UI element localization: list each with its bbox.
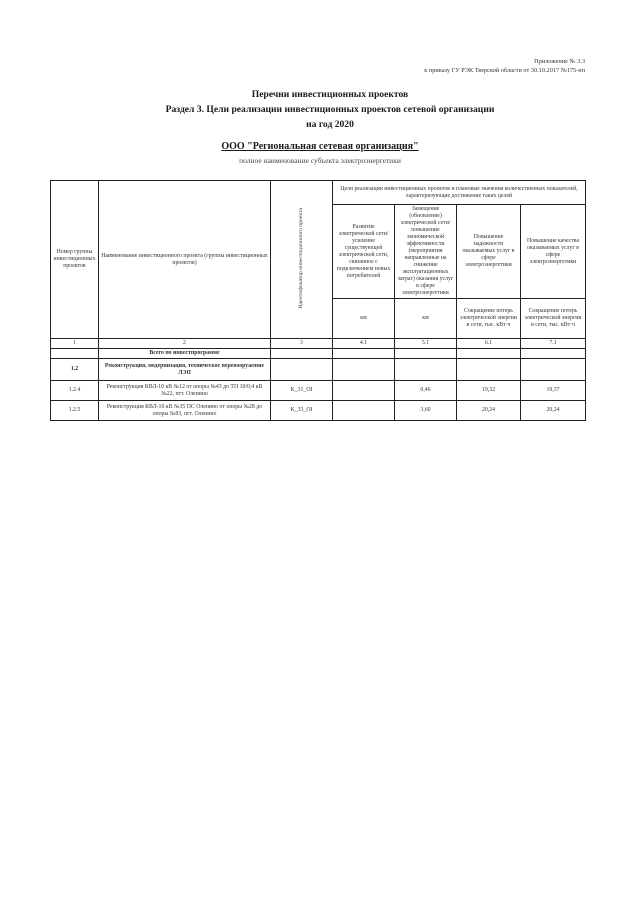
col-number: 1 bbox=[51, 339, 99, 349]
row-value-4: 20,24 bbox=[521, 401, 586, 421]
row-name: Всего по инвестпрограмме bbox=[99, 349, 271, 359]
investment-goals-table bbox=[50, 180, 586, 421]
row-id: K_31_OI bbox=[271, 381, 333, 401]
row-value-2 bbox=[395, 359, 457, 381]
col-number: 3 bbox=[271, 339, 333, 349]
document-title: Перечни инвестиционных проектов bbox=[251, 89, 409, 100]
table-row bbox=[51, 381, 586, 401]
row-value-1 bbox=[333, 349, 395, 359]
header-unit-2: км bbox=[395, 299, 457, 339]
row-value-4 bbox=[521, 349, 586, 359]
row-value-1 bbox=[333, 401, 395, 421]
table-row-group bbox=[51, 359, 586, 381]
row-value-2 bbox=[395, 349, 457, 359]
col-number: 7.1 bbox=[521, 339, 586, 349]
row-value-3 bbox=[457, 359, 521, 381]
row-value-3: 19,32 bbox=[457, 381, 521, 401]
header-unit-4: Сокращение потерь электрической энергии в сети, тыс. кВт·ч bbox=[521, 299, 586, 339]
col-number: 5.1 bbox=[395, 339, 457, 349]
appendix-line-2: к приказу ГУ РЭК Тверской области от 30.10.2017 №175-нп bbox=[424, 67, 585, 74]
row-value-2: 3,60 bbox=[395, 401, 457, 421]
organization-name: ООО "Региональная сетевая организация" bbox=[221, 141, 419, 152]
row-name: Реконструкция КВЛ-10 кВ №12 от опоры №43 до ТП 10/0,4 кВ №22, пгт. Оленино bbox=[99, 381, 271, 401]
appendix-line-1: Приложение № 3.3 bbox=[534, 58, 585, 65]
header-goals-group: Цели реализации инвестиционных проектов и плановые значения количественных показателей, характеризующие достижение таких целей bbox=[333, 181, 586, 205]
row-name: Реконструкция КВЛ-10 кВ №35 ПС Оленино от опоры №28 до опоры №83, пгт. Оленино bbox=[99, 401, 271, 421]
row-number: 1.2.5 bbox=[51, 401, 99, 421]
header-goal-4: Повышение качества оказываемых услуг в сфере электроэнергетики bbox=[521, 205, 586, 299]
col-number: 2 bbox=[99, 339, 271, 349]
col-number: 6.1 bbox=[457, 339, 521, 349]
column-numbers-row bbox=[51, 339, 586, 349]
header-goal-2: Замещение (обновление) электрической сети/повышение экономической эффективности (мероприятия направленные на снижение эксплуатационных затрат) оказания услуг в сфере электроэнергетики bbox=[395, 205, 457, 299]
header-project-id-cell bbox=[271, 181, 333, 339]
row-name: Реконструкция, модернизация, техническое перевооружение ЛЭП bbox=[99, 359, 271, 381]
header-group-number: Номер группы инвестиционных проектов bbox=[51, 181, 99, 339]
organization-caption: полное наименование субъекта электроэнергетики bbox=[239, 156, 401, 165]
header-goal-1: Развитие электрической сети/усиление существующей электрической сети, связанное с подключением новых потребителей bbox=[333, 205, 395, 299]
row-value-1 bbox=[333, 359, 395, 381]
row-value-3: 20,24 bbox=[457, 401, 521, 421]
header-unit-1: км bbox=[333, 299, 395, 339]
row-id bbox=[271, 359, 333, 381]
appendix-note bbox=[360, 57, 585, 75]
col-number: 4.1 bbox=[333, 339, 395, 349]
header-project-name: Наименование инвестиционного проекта (группы инвестиционных проектов) bbox=[99, 181, 271, 339]
row-number: 1.2.4 bbox=[51, 381, 99, 401]
row-number bbox=[51, 349, 99, 359]
header-project-id: Идентификатор инвестиционного проекта bbox=[298, 207, 304, 309]
row-value-4: 19,37 bbox=[521, 381, 586, 401]
header-unit-3: Сокращение потерь электрической энергии в сети, тыс. кВт·ч bbox=[457, 299, 521, 339]
row-value-2: 0,46 bbox=[395, 381, 457, 401]
year-title: на год 2020 bbox=[306, 119, 354, 130]
table-row-total bbox=[51, 349, 586, 359]
row-id: K_33_OI bbox=[271, 401, 333, 421]
section-title: Раздел 3. Цели реализации инвестиционных проектов сетевой организации bbox=[165, 104, 495, 115]
row-value-4 bbox=[521, 359, 586, 381]
header-goal-3: Повышение надежности оказываемых услуг в сфере электроэнергетики bbox=[457, 205, 521, 299]
table-row bbox=[51, 401, 586, 421]
row-id bbox=[271, 349, 333, 359]
row-value-1 bbox=[333, 381, 395, 401]
row-value-3 bbox=[457, 349, 521, 359]
row-number: 1.2 bbox=[51, 359, 99, 381]
